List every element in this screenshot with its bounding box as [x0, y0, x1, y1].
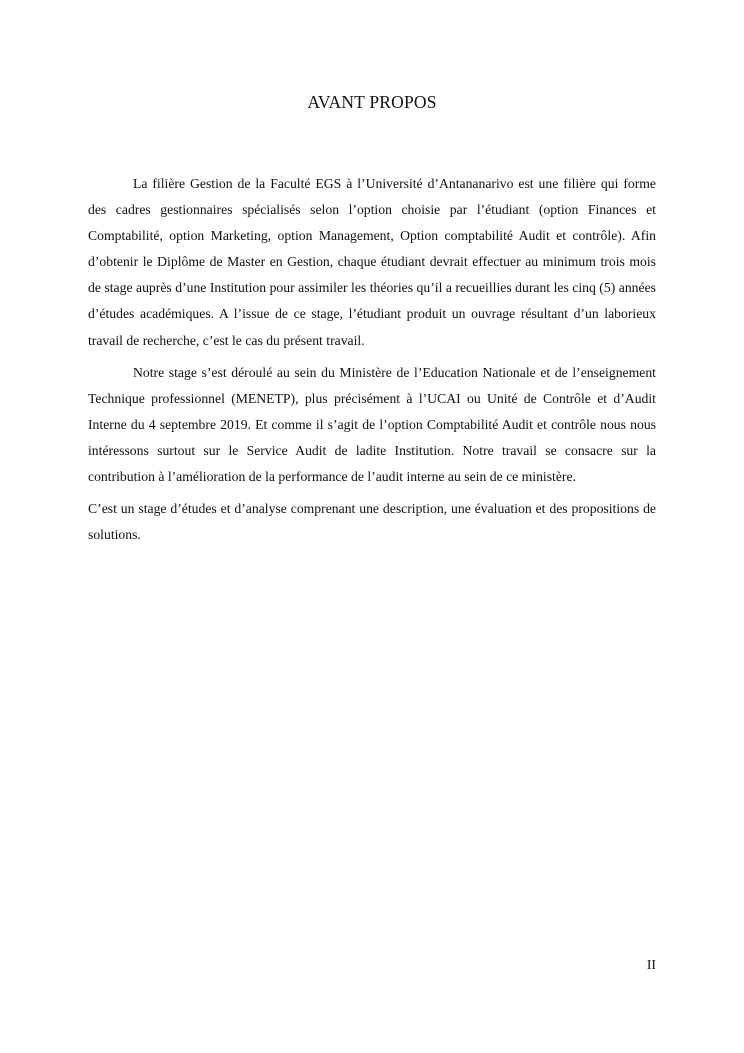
body-text — [88, 171, 656, 554]
paragraph-internship: Notre stage s’est déroulé au sein du Ministère de l’Education Nationale et de l’enseignement Technique professionnel (MENETP), plus précisément à l’UCAI ou Unité de Contrôle et d’Audit Interne du 4 septembre 2019. Et comme il s’agit de l’option Comptabilité Audit et contrôle nous nous intéressons surtout sur le Service Audit de ladite Institution. Notre travail se consacre sur la contribution à l’amélioration de la performance de l’audit interne au sein de ce ministère. — [88, 364, 656, 485]
paragraph-intro: La filière Gestion de la Faculté EGS à l’Université d’Antananarivo est une filière qui forme des cadres gestionnaires spécialisés selon l’option choisie par l’étudiant (option Finances et Comptabilité, option Marketing, option Management, Option comptabilité Audit et contrôle). Afin d’obtenir le Diplôme de Master en Gestion, chaque étudiant devrait effectuer au minimum trois mois de stage auprès d’une Institution pour assimiler les théories qu’il a recueillies durant les cinq (5) années d’études académiques. A l’issue de ce stage, l’étudiant produit un ouvrage résultant d’un laborieux travail de recherche, c’est le cas du présent travail. — [88, 176, 656, 348]
page-number: II — [646, 957, 656, 972]
page-title: AVANT PROPOS — [307, 92, 437, 112]
paragraph-summary: C’est un stage d’études et d’analyse comprenant une description, une évaluation et des propositions de solutions. — [88, 501, 656, 543]
